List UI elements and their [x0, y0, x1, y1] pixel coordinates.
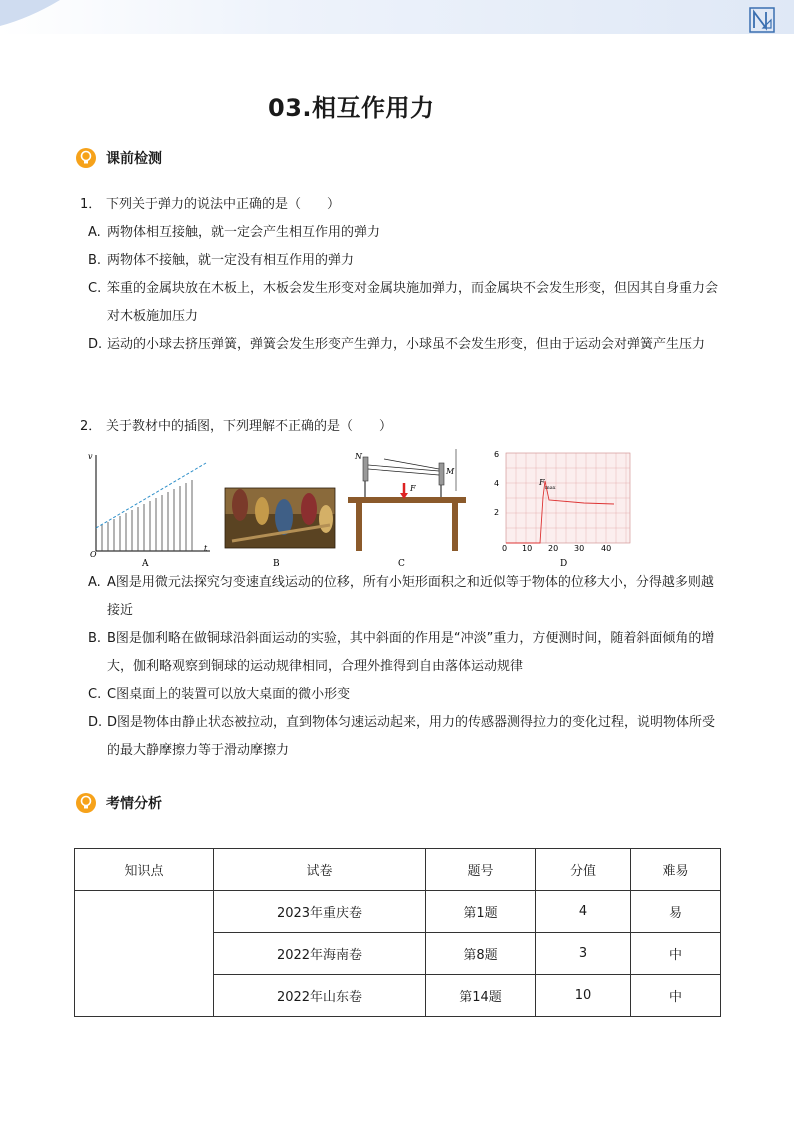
x-tick: 30 — [574, 544, 585, 553]
option-letter: B. — [88, 631, 102, 646]
header-score: 分值 — [536, 849, 631, 891]
question-text: 关于教材中的插图，下列理解不正确的是（ ） — [106, 419, 393, 434]
option-text: D图是物体由静止状态被拉动，直到物体匀速运动起来，用力的传感器测得拉力的变化过程，说明物体所受的最大静摩擦力等于滑动摩擦力 — [107, 715, 716, 758]
figure-label-a: A — [142, 559, 149, 569]
section-title: 考情分析 — [106, 796, 162, 812]
option-c — [88, 275, 718, 331]
x-tick: 0 — [502, 544, 508, 553]
figure-c-mirror-apparatus — [348, 449, 466, 569]
option-d — [88, 331, 718, 359]
option-letter: B. — [88, 253, 102, 268]
table-cell: 第1题 — [426, 891, 536, 933]
section-header-analysis — [76, 792, 162, 814]
option-letter: D. — [88, 715, 103, 730]
y-tick: 6 — [494, 450, 500, 459]
question-text: 下列关于弹力的说法中正确的是（ ） — [106, 197, 341, 212]
figure-label-d: D — [560, 559, 568, 569]
header-difficulty: 难易 — [631, 849, 721, 891]
figure-d-force-graph — [494, 450, 630, 569]
option-b — [88, 625, 718, 681]
option-text: 运动的小球去挤压弹簧，弹簧会发生形变产生弹力，小球虽不会发生形变，但由于运动会对弹簧产生压力 — [107, 337, 706, 352]
label-f: F — [410, 484, 416, 493]
section-title: 课前检测 — [106, 151, 162, 167]
option-text: 笨重的金属块放在木板上，木板会发生形变对金属块施加弹力，而金属块不会发生形变，但因其自身重力会对木板施加压力 — [107, 281, 719, 324]
option-text: A图是用微元法探究匀变速直线运动的位移，所有小矩形面积之和近似等于物体的位移大小，分得越多则越接近 — [107, 575, 714, 618]
header-question-number: 题号 — [426, 849, 536, 891]
header-exam-paper: 试卷 — [214, 849, 426, 891]
label-m: M — [446, 467, 455, 476]
y-tick: 4 — [494, 479, 500, 488]
option-a — [88, 219, 718, 247]
table-cell: 3 — [536, 933, 631, 975]
x-tick: 10 — [522, 544, 533, 553]
option-b — [88, 247, 718, 275]
knowledge-point-cell — [75, 891, 214, 1017]
table-cell: 2022年山东卷 — [214, 975, 426, 1017]
figure-b-galileo-painting — [225, 488, 335, 569]
origin-label: O — [90, 550, 97, 559]
label-n: N — [355, 452, 362, 461]
axis-v-label: v — [88, 452, 93, 461]
option-letter: C. — [88, 281, 102, 296]
axis-t-label: t — [204, 544, 208, 553]
table-cell: 第14题 — [426, 975, 536, 1017]
option-letter: C. — [88, 687, 102, 702]
fmax-subscript: max — [545, 485, 556, 491]
table-cell: 中 — [631, 975, 721, 1017]
lightbulb-icon — [76, 793, 96, 813]
table-cell: 4 — [536, 891, 631, 933]
table-cell: 10 — [536, 975, 631, 1017]
table-cell: 易 — [631, 891, 721, 933]
option-text: 两物体不接触，就一定没有相互作用的弹力 — [107, 253, 355, 268]
logo-icon — [749, 7, 775, 33]
option-letter: A. — [88, 575, 101, 590]
option-letter: A. — [88, 225, 101, 240]
header-wave-decoration — [0, 0, 794, 34]
option-text: 两物体相互接触，就一定会产生相互作用的弹力 — [107, 225, 381, 240]
option-d — [88, 709, 718, 765]
exam-analysis-table — [74, 848, 721, 1017]
question-number: 1． — [80, 197, 102, 212]
question-number: 2． — [80, 419, 102, 434]
table-header-row — [75, 849, 721, 891]
page-title: 03.相互作用力 — [268, 94, 435, 122]
option-letter: D. — [88, 337, 103, 352]
table-row — [75, 891, 721, 933]
table-cell: 2022年海南卷 — [214, 933, 426, 975]
option-a — [88, 569, 718, 625]
figure-label-c: C — [398, 559, 405, 569]
option-text: C图桌面上的装置可以放大桌面的微小形变 — [107, 687, 351, 702]
header-knowledge-point: 知识点 — [75, 849, 214, 891]
table-cell: 第8题 — [426, 933, 536, 975]
y-tick: 2 — [494, 508, 500, 517]
option-text: B图是伽利略在做铜球沿斜面运动的实验，其中斜面的作用是“冲淡”重力，方便测时间，随着斜面倾角的增大，伽利略观察到铜球的运动规律相同，合理外推得到自由落体运动规律 — [107, 631, 715, 674]
x-tick: 20 — [548, 544, 559, 553]
table-cell: 2023年重庆卷 — [214, 891, 426, 933]
figure-a-vt-graph — [88, 452, 210, 569]
section-header-pre-check — [76, 147, 162, 169]
lightbulb-icon — [76, 148, 96, 168]
table-cell: 中 — [631, 933, 721, 975]
header-band — [0, 0, 794, 34]
x-tick: 40 — [601, 544, 612, 553]
option-c — [88, 681, 718, 709]
fmax-label: F — [539, 478, 545, 487]
figure-label-b: B — [273, 559, 280, 569]
question-2-figures — [84, 447, 644, 573]
